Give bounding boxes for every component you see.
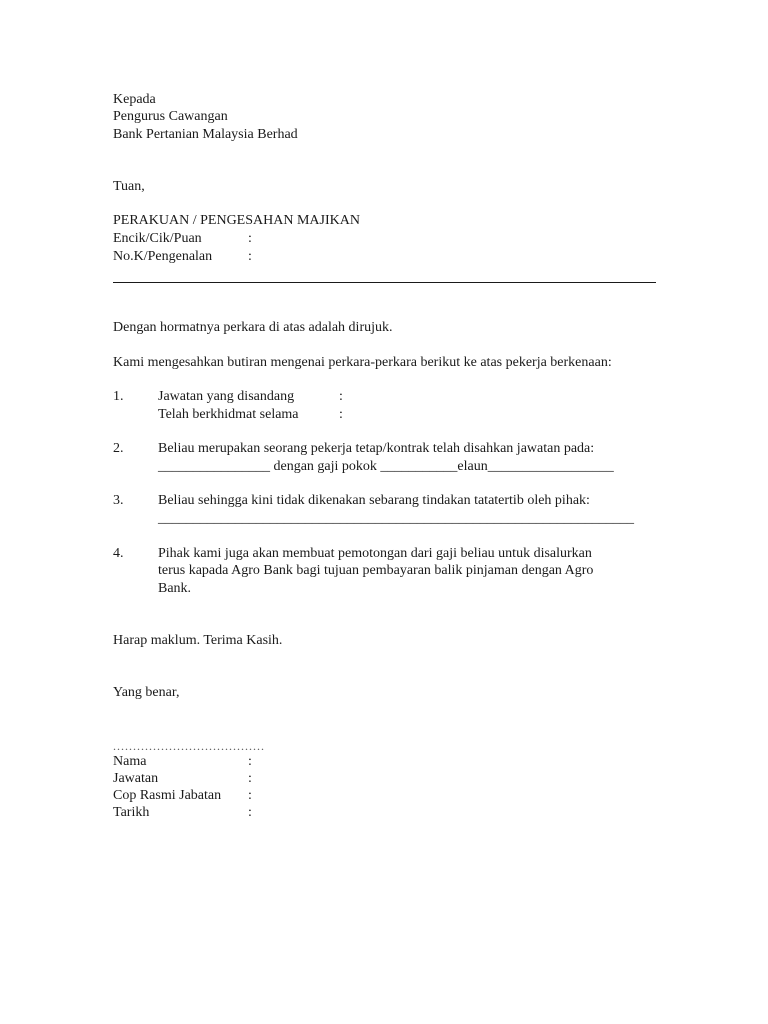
closing-signoff: Yang benar,	[113, 685, 180, 700]
closing-note: Harap maklum. Terima Kasih.	[113, 633, 283, 648]
subject-name-label: Encik/Cik/Puan	[113, 231, 202, 246]
signature-dotted-line: ......................................	[113, 739, 265, 753]
item-2-number: 2.	[113, 441, 124, 456]
paragraph-reference: Dengan hormatnya perkara di atas adalah dirujuk.	[113, 320, 393, 335]
signature-stamp-label: Cop Rasmi Jabatan	[113, 788, 222, 803]
item-3-number: 3.	[113, 493, 124, 508]
item-2-line-1: Beliau merupakan seorang pekerja tetap/kontrak telah disahkan jawatan pada:	[158, 441, 595, 456]
signature-position-colon: :	[248, 771, 252, 786]
item-4-line-3: Bank.	[158, 581, 192, 596]
recipient-line-bank: Bank Pertanian Malaysia Berhad	[113, 127, 298, 142]
item-3-line-1: Beliau sehingga kini tidak dikenakan sebarang tindakan tatatertib oleh pihak:	[158, 493, 590, 508]
item-3-line-2: ____________________________________________________________________	[158, 511, 634, 526]
recipient-line-title: Pengurus Cawangan	[113, 109, 228, 124]
signature-date-label: Tarikh	[113, 805, 150, 820]
subject-name-colon: :	[248, 231, 252, 246]
subject-title: PERAKUAN / PENGESAHAN MAJIKAN	[113, 213, 360, 228]
item-1-service-colon: :	[339, 407, 343, 422]
signature-position-label: Jawatan	[113, 771, 159, 786]
item-1-number: 1.	[113, 389, 124, 404]
signature-stamp-colon: :	[248, 788, 252, 803]
recipient-line-kepada: Kepada	[113, 92, 156, 107]
salutation: Tuan,	[113, 179, 145, 194]
item-1-position-colon: :	[339, 389, 343, 404]
item-1-service-label: Telah berkhidmat selama	[158, 407, 299, 422]
item-4-line-1: Pihak kami juga akan membuat pemotongan dari gaji beliau untuk disalurkan	[158, 546, 592, 561]
subject-ic-label: No.K/Pengenalan	[113, 249, 213, 264]
signature-name-label: Nama	[113, 754, 147, 769]
signature-name-colon: :	[248, 754, 252, 769]
item-1-position-label: Jawatan yang disandang	[158, 389, 295, 404]
paragraph-confirmation: Kami mengesahkan butiran mengenai perkara-perkara berikut ke atas pekerja berkenaan:	[113, 355, 612, 370]
signature-date-colon: :	[248, 805, 252, 820]
subject-underline	[113, 282, 656, 283]
item-4-line-2: terus kapada Agro Bank bagi tujuan pembayaran balik pinjaman dengan Agro	[158, 563, 594, 578]
subject-ic-colon: :	[248, 249, 252, 264]
item-2-line-2: ________________ dengan gaji pokok ___________elaun__________________	[158, 459, 614, 474]
item-4-number: 4.	[113, 546, 124, 561]
